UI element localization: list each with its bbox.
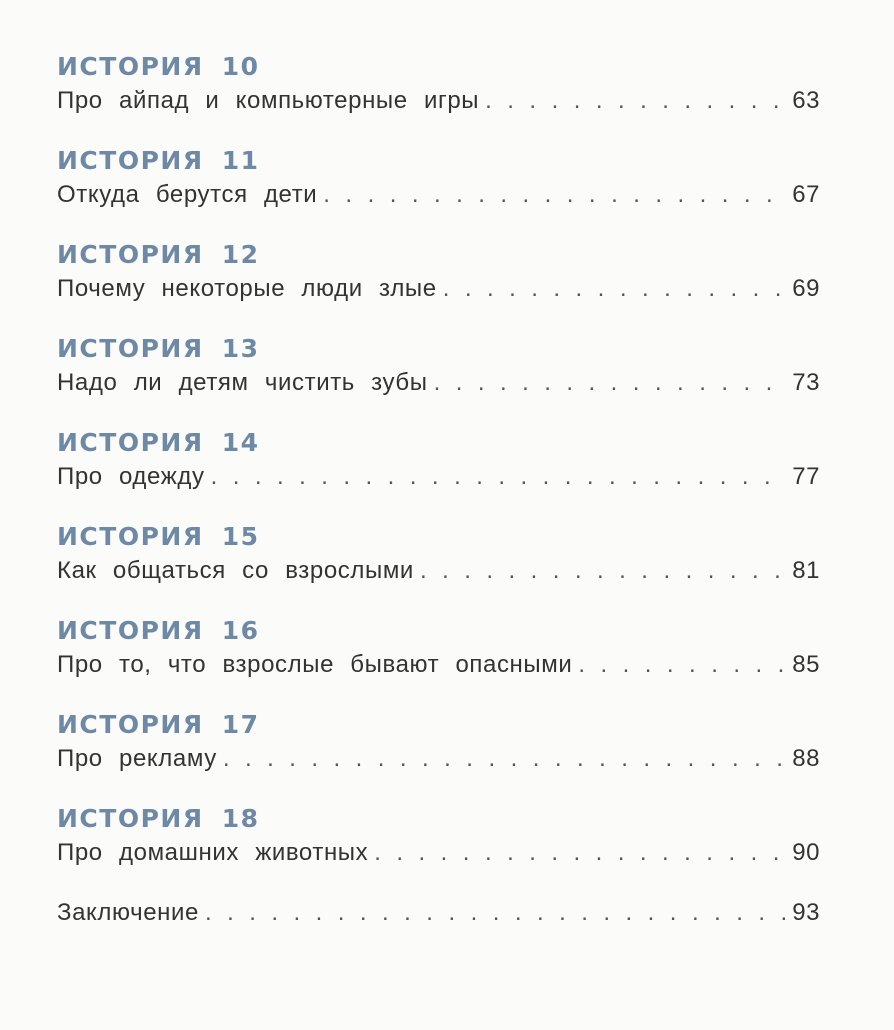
- page-number: 90: [792, 839, 820, 866]
- toc-section-10: [57, 50, 820, 144]
- dot-leader: [211, 460, 787, 494]
- dot-leader: [434, 366, 787, 400]
- story-heading: ИСТОРИЯ 16: [57, 616, 260, 645]
- page-number: 77: [792, 463, 820, 490]
- page-number: 67: [792, 181, 820, 208]
- entry-title: Заключение: [57, 899, 199, 926]
- story-heading: ИСТОРИЯ 17: [57, 710, 260, 739]
- toc-section-15: [57, 520, 820, 614]
- story-heading: ИСТОРИЯ 10: [57, 52, 260, 81]
- toc-entry-conclusion[interactable]: [57, 896, 820, 930]
- toc-section-12: [57, 238, 820, 332]
- entry-title: Как общаться со взрослыми: [57, 557, 414, 584]
- entry-title: Про то, что взрослые бывают опасными: [57, 651, 573, 678]
- toc-entry[interactable]: [57, 460, 820, 494]
- toc-entry[interactable]: [57, 742, 820, 776]
- story-heading: ИСТОРИЯ 11: [57, 146, 260, 175]
- dot-leader: [485, 84, 786, 118]
- entry-title: Про рекламу: [57, 745, 217, 772]
- dot-leader: [578, 648, 786, 682]
- entry-title: Про домашних животных: [57, 839, 369, 866]
- toc-list: [57, 50, 820, 896]
- entry-title: Про одежду: [57, 463, 205, 490]
- toc-entry[interactable]: [57, 84, 820, 118]
- dot-leader: [223, 742, 786, 776]
- entry-title: Надо ли детям чистить зубы: [57, 369, 428, 396]
- story-heading: ИСТОРИЯ 15: [57, 522, 260, 551]
- dot-leader: [205, 896, 786, 930]
- page-number: 73: [792, 369, 820, 396]
- story-heading: ИСТОРИЯ 14: [57, 428, 260, 457]
- toc-section-13: [57, 332, 820, 426]
- toc-section-16: [57, 614, 820, 708]
- story-heading: ИСТОРИЯ 18: [57, 804, 260, 833]
- toc-section-18: [57, 802, 820, 896]
- dot-leader: [420, 554, 786, 588]
- entry-title: Откуда берутся дети: [57, 181, 318, 208]
- entry-title: Про айпад и компьютерные игры: [57, 87, 480, 114]
- story-heading: ИСТОРИЯ 12: [57, 240, 260, 269]
- toc-section-11: [57, 144, 820, 238]
- page-number: 85: [792, 651, 820, 678]
- dot-leader: [443, 272, 787, 306]
- dot-leader: [323, 178, 786, 212]
- toc-entry[interactable]: [57, 178, 820, 212]
- page-number: 69: [792, 275, 820, 302]
- toc-entry[interactable]: [57, 366, 820, 400]
- toc-entry[interactable]: [57, 272, 820, 306]
- page-number: 81: [792, 557, 820, 584]
- page-number: 88: [792, 745, 820, 772]
- toc-entry[interactable]: [57, 648, 820, 682]
- story-heading: ИСТОРИЯ 13: [57, 334, 260, 363]
- toc-conclusion: [57, 896, 820, 930]
- toc-entry[interactable]: [57, 836, 820, 870]
- toc-section-14: [57, 426, 820, 520]
- page-number: 63: [792, 87, 820, 114]
- dot-leader: [374, 836, 786, 870]
- entry-title: Почему некоторые люди злые: [57, 275, 437, 302]
- toc-section-17: [57, 708, 820, 802]
- page-number: 93: [792, 899, 820, 926]
- toc-entry[interactable]: [57, 554, 820, 588]
